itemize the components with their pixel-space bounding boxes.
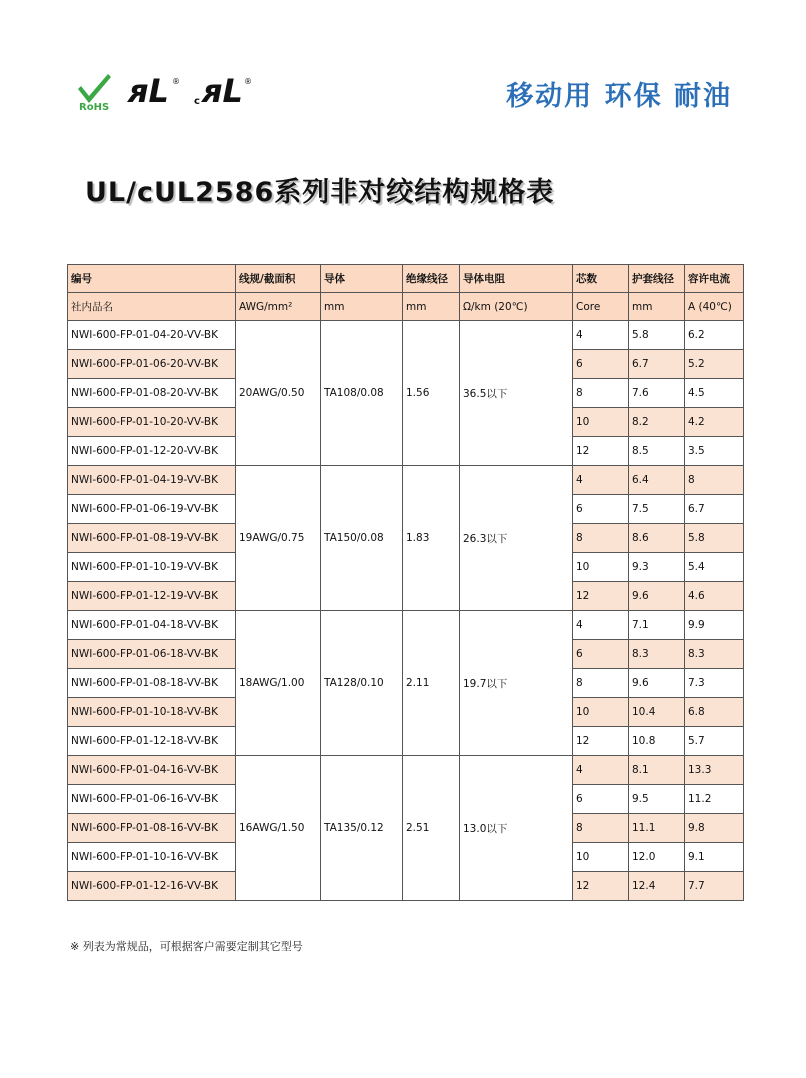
svg-text:®: ® xyxy=(172,77,180,86)
current-cell: 9.1 xyxy=(685,843,744,872)
current-cell: 13.3 xyxy=(685,756,744,785)
part-number-cell: NWI-600-FP-01-06-16-VV-BK xyxy=(68,785,236,814)
current-cell: 11.2 xyxy=(685,785,744,814)
current-cell: 8.3 xyxy=(685,640,744,669)
page-title: UL/cUL2586系列非对绞结构规格表 xyxy=(85,177,555,208)
tagline: 移动用 环保 耐油 xyxy=(506,81,732,112)
footnote: ※ 列表为常规品，可根据客户需要定制其它型号 xyxy=(70,940,303,953)
current-cell: 4.5 xyxy=(685,379,744,408)
part-number-cell: NWI-600-FP-01-10-16-VV-BK xyxy=(68,843,236,872)
sheath-cell: 6.7 xyxy=(629,350,685,379)
rohs-logo xyxy=(78,72,114,112)
part-number-cell: NWI-600-FP-01-04-18-VV-BK xyxy=(68,611,236,640)
conductor-cell: TA128/0.10 xyxy=(321,611,403,756)
sheath-cell: 6.4 xyxy=(629,466,685,495)
core-cell: 6 xyxy=(573,350,629,379)
unit-col-conductor: mm xyxy=(321,293,403,321)
ul-mark: ᴙL xyxy=(128,72,169,110)
part-number-cell: NWI-600-FP-01-08-18-VV-BK xyxy=(68,669,236,698)
gauge-cell: 20AWG/0.50 xyxy=(236,321,321,466)
core-cell: 4 xyxy=(573,321,629,350)
core-cell: 6 xyxy=(573,495,629,524)
core-cell: 12 xyxy=(573,727,629,756)
cul-logo xyxy=(194,74,250,108)
conductor-cell: TA150/0.08 xyxy=(321,466,403,611)
current-cell: 9.9 xyxy=(685,611,744,640)
current-cell: 6.8 xyxy=(685,698,744,727)
sheath-cell: 8.6 xyxy=(629,524,685,553)
core-cell: 8 xyxy=(573,524,629,553)
core-cell: 8 xyxy=(573,379,629,408)
current-cell: 7.3 xyxy=(685,669,744,698)
ul-logo xyxy=(128,72,184,110)
header-col-current: 容许电流 xyxy=(685,265,744,293)
current-cell: 5.4 xyxy=(685,553,744,582)
current-cell: 4.6 xyxy=(685,582,744,611)
spec-table xyxy=(67,264,744,901)
table-row xyxy=(68,756,744,785)
unit-col-current: A (40℃) xyxy=(685,293,744,321)
current-cell: 7.7 xyxy=(685,872,744,901)
part-number-cell: NWI-600-FP-01-10-20-VV-BK xyxy=(68,408,236,437)
header-col-conductor: 导体 xyxy=(321,265,403,293)
core-cell: 8 xyxy=(573,669,629,698)
core-cell: 4 xyxy=(573,611,629,640)
current-cell: 8 xyxy=(685,466,744,495)
sheath-cell: 5.8 xyxy=(629,321,685,350)
gauge-cell: 18AWG/1.00 xyxy=(236,611,321,756)
header-col-core: 芯数 xyxy=(573,265,629,293)
core-cell: 4 xyxy=(573,466,629,495)
sheath-cell: 10.4 xyxy=(629,698,685,727)
sheath-cell: 10.8 xyxy=(629,727,685,756)
header-col-insulation: 绝缘线径 xyxy=(403,265,460,293)
part-number-cell: NWI-600-FP-01-08-16-VV-BK xyxy=(68,814,236,843)
part-number-cell: NWI-600-FP-01-12-20-VV-BK xyxy=(68,437,236,466)
part-number-cell: NWI-600-FP-01-06-18-VV-BK xyxy=(68,640,236,669)
insulation-cell: 2.11 xyxy=(403,611,460,756)
header-col-sheath: 护套线径 xyxy=(629,265,685,293)
sheath-cell: 7.5 xyxy=(629,495,685,524)
current-cell: 5.8 xyxy=(685,524,744,553)
current-cell: 4.2 xyxy=(685,408,744,437)
table-row xyxy=(68,321,744,350)
core-cell: 6 xyxy=(573,785,629,814)
table-unit-row xyxy=(68,293,744,321)
sheath-cell: 8.5 xyxy=(629,437,685,466)
part-number-cell: NWI-600-FP-01-06-20-VV-BK xyxy=(68,350,236,379)
sheath-cell: 7.1 xyxy=(629,611,685,640)
sheath-cell: 11.1 xyxy=(629,814,685,843)
core-cell: 8 xyxy=(573,814,629,843)
core-cell: 10 xyxy=(573,553,629,582)
current-cell: 5.7 xyxy=(685,727,744,756)
conductor-cell: TA108/0.08 xyxy=(321,321,403,466)
gauge-cell: 19AWG/0.75 xyxy=(236,466,321,611)
unit-col-core: Core xyxy=(573,293,629,321)
unit-col-gauge: AWG/mm² xyxy=(236,293,321,321)
table-row xyxy=(68,466,744,495)
insulation-cell: 1.83 xyxy=(403,466,460,611)
insulation-cell: 2.51 xyxy=(403,756,460,901)
unit-col-resistance: Ω/km (20℃) xyxy=(460,293,573,321)
cul-mark: ᴙL xyxy=(202,72,243,110)
part-number-cell: NWI-600-FP-01-04-16-VV-BK xyxy=(68,756,236,785)
svg-text:®: ® xyxy=(244,77,252,86)
current-cell: 5.2 xyxy=(685,350,744,379)
header-col-gauge: 线规/截面积 xyxy=(236,265,321,293)
resistance-cell: 26.3以下 xyxy=(460,466,573,611)
core-cell: 10 xyxy=(573,698,629,727)
core-cell: 10 xyxy=(573,408,629,437)
part-number-cell: NWI-600-FP-01-10-19-VV-BK xyxy=(68,553,236,582)
current-cell: 6.2 xyxy=(685,321,744,350)
part-number-cell: NWI-600-FP-01-12-16-VV-BK xyxy=(68,872,236,901)
part-number-cell: NWI-600-FP-01-06-19-VV-BK xyxy=(68,495,236,524)
table-header-row xyxy=(68,265,744,293)
sheath-cell: 8.1 xyxy=(629,756,685,785)
cul-prefix: c xyxy=(194,96,200,107)
sheath-cell: 9.6 xyxy=(629,582,685,611)
core-cell: 12 xyxy=(573,872,629,901)
sheath-cell: 9.6 xyxy=(629,669,685,698)
gauge-cell: 16AWG/1.50 xyxy=(236,756,321,901)
core-cell: 10 xyxy=(573,843,629,872)
core-cell: 12 xyxy=(573,437,629,466)
header-col-resistance: 导体电阻 xyxy=(460,265,573,293)
part-number-cell: NWI-600-FP-01-10-18-VV-BK xyxy=(68,698,236,727)
conductor-cell: TA135/0.12 xyxy=(321,756,403,901)
part-number-cell: NWI-600-FP-01-12-18-VV-BK xyxy=(68,727,236,756)
current-cell: 9.8 xyxy=(685,814,744,843)
sheath-cell: 12.4 xyxy=(629,872,685,901)
header-col-part: 编号 xyxy=(68,265,236,293)
sheath-cell: 8.3 xyxy=(629,640,685,669)
sheath-cell: 9.5 xyxy=(629,785,685,814)
resistance-cell: 36.5以下 xyxy=(460,321,573,466)
resistance-cell: 13.0以下 xyxy=(460,756,573,901)
unit-col-insulation: mm xyxy=(403,293,460,321)
part-number-cell: NWI-600-FP-01-04-19-VV-BK xyxy=(68,466,236,495)
unit-col-part: 社内品名 xyxy=(68,293,236,321)
part-number-cell: NWI-600-FP-01-08-20-VV-BK xyxy=(68,379,236,408)
sheath-cell: 12.0 xyxy=(629,843,685,872)
core-cell: 6 xyxy=(573,640,629,669)
current-cell: 3.5 xyxy=(685,437,744,466)
part-number-cell: NWI-600-FP-01-04-20-VV-BK xyxy=(68,321,236,350)
sheath-cell: 7.6 xyxy=(629,379,685,408)
part-number-cell: NWI-600-FP-01-12-19-VV-BK xyxy=(68,582,236,611)
core-cell: 4 xyxy=(573,756,629,785)
table-row xyxy=(68,611,744,640)
current-cell: 6.7 xyxy=(685,495,744,524)
unit-col-sheath: mm xyxy=(629,293,685,321)
resistance-cell: 19.7以下 xyxy=(460,611,573,756)
sheath-cell: 8.2 xyxy=(629,408,685,437)
part-number-cell: NWI-600-FP-01-08-19-VV-BK xyxy=(68,524,236,553)
core-cell: 12 xyxy=(573,582,629,611)
rohs-label: RoHS xyxy=(79,102,110,113)
sheath-cell: 9.3 xyxy=(629,553,685,582)
insulation-cell: 1.56 xyxy=(403,321,460,466)
